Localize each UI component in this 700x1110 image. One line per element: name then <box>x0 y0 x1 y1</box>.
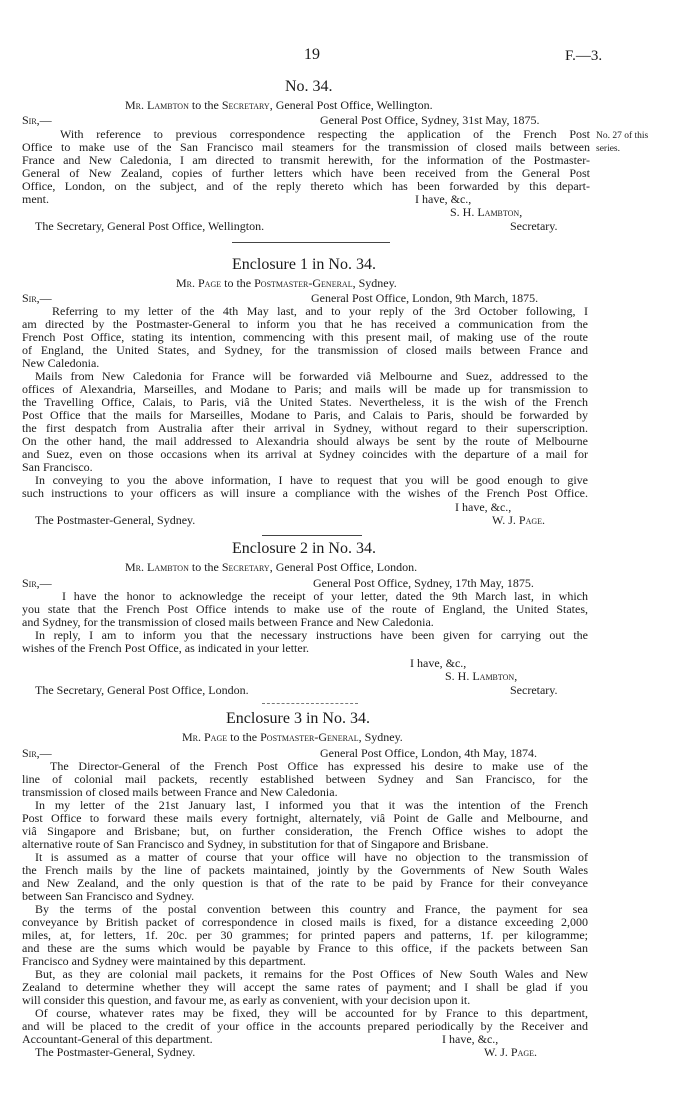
dateline: General Post Office, London, 9th March, 1875. <box>311 291 539 305</box>
signature: S. H. Lambton, <box>450 205 523 219</box>
dateline: General Post Office, Sydney, 17th May, 1875. <box>313 576 534 590</box>
dateline: General Post Office, Sydney, 31st May, 1875. <box>320 113 540 127</box>
paragraph-line: Mails from New Caledonia for France will be forwarded viâ Melbourne and Suez, addressed to the <box>35 369 588 383</box>
paragraph-line: of England, the United States, and Sydney, for the transmission of closed mails between France and <box>22 343 588 357</box>
heading-to: Postmaster-General <box>260 730 359 744</box>
signature: W. J. Page. <box>484 1045 538 1059</box>
paragraph-line: ment. <box>22 192 49 206</box>
paragraph-line: Accountant-General of this department. <box>22 1032 213 1046</box>
paragraph-line: am directed by the Postmaster-General to inform you that he has received a communication from the <box>22 317 588 331</box>
letter-heading <box>125 98 433 112</box>
heading-from: Mr. Lambton <box>125 98 189 112</box>
paragraph-line: General of New Zealand, copies of further letters which have been received from the General Post <box>22 166 590 180</box>
paragraph-line: I have the honor to acknowledge the receipt of your letter, dated the 9th March last, in which <box>62 589 588 603</box>
paragraph-line: the French mails by the line of packets maintained, jointly by the Governments of New South Wales <box>22 863 588 877</box>
section-divider <box>262 535 362 536</box>
paragraph-line: Francisco and Sydney were maintained by this department. <box>22 954 306 968</box>
paragraph-line: Post Office to forward these mails every fortnight, alternately, viâ Point de Galle and Melbourne, and <box>22 811 588 825</box>
enclosure-title: Enclosure 3 in No. 34. <box>226 710 370 727</box>
heading-to: Secretary <box>221 98 270 112</box>
paragraph-line: offices of Alexandria, Marseilles, and Modane to Paris; and mails will be made up for transmission to <box>22 382 588 396</box>
heading-office: , Sydney. <box>352 276 397 290</box>
closing: I have, &c., <box>455 500 512 514</box>
paragraph-line: the Travelling Office, Calais, to Paris, viâ the United States. Nevertheless, it is the wish of the French <box>22 395 588 409</box>
heading-from: Mr. Lambton <box>125 560 189 574</box>
paragraph-line: By the terms of the postal convention between this country and France, the payment for sea <box>35 902 588 916</box>
signature-title: Secretary. <box>510 683 558 697</box>
signature-title: Secretary. <box>510 219 558 233</box>
paragraph-line: the first despatch from Australia after their arrival in Sydney, without regard to their superscription. <box>22 421 588 435</box>
heading-office: , Sydney. <box>358 730 403 744</box>
paragraph-line: line of colonial mail packets, recently established between Sydney and San Francisco, for the <box>22 772 588 786</box>
paragraph-line: San Francisco. <box>22 460 93 474</box>
section-divider <box>232 242 390 243</box>
paragraph-line: In conveying to you the above information, I have to request that you will be good enough to give <box>35 473 588 487</box>
signature: S. H. Lambton, <box>445 669 518 683</box>
paragraph-line: Referring to my letter of the 4th May last, and to your reply of the 3rd October following, I <box>52 304 588 318</box>
letter-heading <box>125 560 417 574</box>
salutation: Sir,— <box>22 576 52 590</box>
signature: W. J. Page. <box>492 513 546 527</box>
enclosure-title: Enclosure 1 in No. 34. <box>232 256 376 273</box>
enclosure-title: Enclosure 2 in No. 34. <box>232 540 376 557</box>
addressee: The Postmaster-General, Sydney. <box>35 1045 196 1059</box>
heading-office: , General Post Office, London. <box>269 560 418 574</box>
salutation: Sir,— <box>22 113 52 127</box>
paragraph-line: Zealand to determine whether they will accept the same rates of payment; and I shall be glad if you <box>22 980 588 994</box>
paragraph-line: In reply, I am to inform you that the necessary instructions have been given for carrying out the <box>35 628 588 642</box>
paragraph-line: you state that the French Post Office intends to make use of the route of England, the United States, <box>22 602 588 616</box>
paragraph-line: and these are the sums which would be payable by France to this office, if the packets between San <box>22 941 588 955</box>
letter-title: No. 34. <box>285 78 333 95</box>
letter-heading <box>176 276 397 290</box>
heading-to: Postmaster-General <box>254 276 353 290</box>
heading-from: Mr. Page <box>182 730 228 744</box>
heading-to-text: to the <box>227 730 261 744</box>
paragraph-line: French Post Office, stating its intention, commencing with this present mail, of making use of the route <box>22 330 588 344</box>
paragraph-line: and Sydney, for the transmission of closed mails between France and New Caledonia. <box>22 615 434 629</box>
heading-to-text: to the <box>188 560 222 574</box>
letter-heading <box>182 730 403 744</box>
paragraph-line: and New Zealand, and the only question is that of the rate to be paid by France for their conveyance <box>22 876 588 890</box>
addressee: The Secretary, General Post Office, Wellington. <box>35 219 265 233</box>
paragraph-line: transmission of closed mails between France and New Caledonia. <box>22 785 338 799</box>
dateline: General Post Office, London, 4th May, 1874. <box>320 746 537 760</box>
salutation: Sir,— <box>22 746 52 760</box>
paragraph-line: wishes of the French Post Office, as indicated in your letter. <box>22 641 310 655</box>
salutation: Sir,— <box>22 291 52 305</box>
paragraph-line: and Suez, even on those occasions when its arrival at Sydney coincides with the departure of a mail for <box>22 447 588 461</box>
addressee: The Secretary, General Post Office, London. <box>35 683 249 697</box>
paragraph-line: between San Francisco and Sydney. <box>22 889 195 903</box>
paragraph-line: will consider this question, and favour me, as early as convenient, with your decision upon it. <box>22 993 471 1007</box>
paragraph-line: alternative route of San Francisco and Sydney, in substitution for that of Singapore and Brisbane. <box>22 837 489 851</box>
paragraph-line: such instructions to your officers as will insure a compliance with the wishes of the French Post Office. <box>22 486 588 500</box>
closing: I have, &c., <box>442 1032 499 1046</box>
paragraph-line: Post Office that the mails for Marseilles, Modane to Paris, and Calais to Paris, should be forwarded by <box>22 408 588 422</box>
page-number: 19 <box>304 46 320 63</box>
margin-note: series. <box>596 144 621 154</box>
paragraph-line: With reference to previous correspondence respecting the application of the French Post <box>60 127 590 141</box>
heading-to-text: to the <box>221 276 255 290</box>
section-divider <box>262 703 358 704</box>
paragraph-line: On the other hand, the mail addressed to Alexandria should always be sent by the route of Melbourne <box>22 434 588 448</box>
paragraph-line: In my letter of the 21st January last, I informed you that it was the intention of the French <box>35 798 588 812</box>
paragraph-line: The Director-General of the French Post Office has expressed his desire to make use of the <box>50 759 588 773</box>
heading-to-text: to the <box>188 98 222 112</box>
margin-note: No. 27 of this <box>596 131 649 141</box>
paragraph-line: It is assumed as a matter of course that your office will have no objection to the transmission of <box>35 850 588 864</box>
paragraph-line: and will be placed to the credit of your office in the accounts prepared periodically by the Receiver and <box>22 1019 588 1033</box>
closing: I have, &c., <box>410 656 467 670</box>
paragraph-line: But, as they are colonial mail packets, it remains for the Post Offices of New South Wales and New <box>35 967 588 981</box>
paragraph-line: Office, London, on the subject, and of the reply thereto which has been forwarded by this depart- <box>22 179 590 193</box>
paragraph-line: viâ Singapore and Brisbane; but, on further consideration, the French Office wishes to adopt the <box>22 824 588 838</box>
paragraph-line: New Caledonia. <box>22 356 100 370</box>
heading-from: Mr. Page <box>176 276 222 290</box>
paragraph-line: France and New Caledonia, I am directed to transmit herewith, for the information of the Postmaster- <box>22 153 590 167</box>
paragraph-line: Office to make use of the San Francisco mail steamers for the transmission of closed mails between <box>22 140 590 154</box>
paragraph-line: conveyance by British packet of correspondence in closed mails is fixed, for a distance exceeding 2,000 <box>22 915 588 929</box>
closing: I have, &c., <box>415 192 472 206</box>
addressee: The Postmaster-General, Sydney. <box>35 513 196 527</box>
paragraph-line: miles, at, for letters, 1f. 20c. per 30 grammes; for printed papers and patterns, 1f. per kilogramme; <box>22 928 588 942</box>
paragraph-line: Of course, whatever rates may be fixed, they will be accounted for by France to this department, <box>35 1006 588 1020</box>
heading-to: Secretary <box>221 560 270 574</box>
heading-office: , General Post Office, Wellington. <box>269 98 433 112</box>
document-code: F.—3. <box>565 48 603 64</box>
